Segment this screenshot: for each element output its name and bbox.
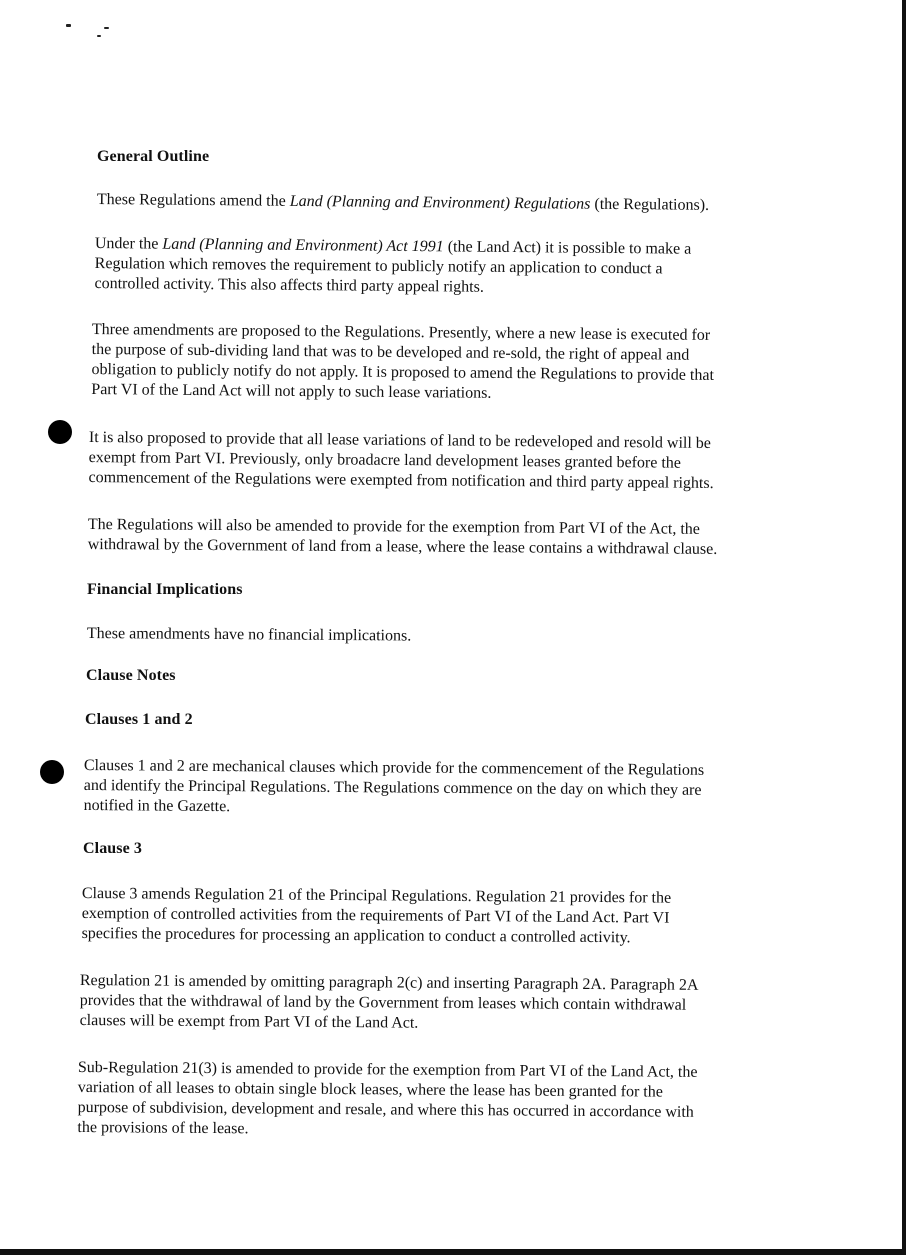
paragraph-financial: These amendments have no financial implications. bbox=[86, 624, 412, 645]
scan-speck bbox=[104, 27, 109, 29]
act-title: Land (Planning and Environment) Act 1991 bbox=[162, 235, 444, 256]
paragraph-sub-regulation-21-3: Sub-Regulation 21(3) is amended to provide for the exemption from Part VI of the Land Act, the variation of all leases to obtain single block leases, where the lease has been granted for the purpose of subdivision, development and resale, and where this has occurred in accordance with the provisions of the lease. bbox=[77, 1059, 698, 1138]
paragraph-three-amendments: Three amendments are proposed to the Regulations. Presently, where a new lease is executed for the purpose of sub-dividing land that was to be developed and re-sold, the right of appeal and obligation to publicly notify do not apply. It is proposed to amend the Regulations to provide that Part VI of the Land Act will not apply to such lease variations. bbox=[91, 320, 715, 402]
paragraph-lease-variations: It is also proposed to provide that all lease variations of land to be redeveloped and resold will be exempt from Part VI. Previously, only broadacre land development leases granted before the commencement of the Regulations were exempted from notification and third party appeal rights. bbox=[88, 428, 714, 492]
heading-financial-implications: Financial Implications bbox=[87, 581, 243, 598]
heading-clause-3: Clause 3 bbox=[83, 840, 143, 857]
paragraph-clauses-1-2: Clauses 1 and 2 are mechanical clauses which provide for the commencement of the Regulations and identify the Principal Regulations. The Regulations commence on the day on which they are notified in the Gazette. bbox=[83, 756, 705, 816]
regulations-title: Land (Planning and Environment) Regulations bbox=[289, 192, 591, 213]
heading-clause-notes: Clause Notes bbox=[86, 667, 176, 684]
scan-edge-bottom bbox=[0, 1249, 906, 1255]
paragraph-land-act: Under the Land (Planning and Environment) Act 1991 (the Land Act) it is possible to make a Regulation which removes the requirement to publicly notify an application to conduct a controlled activity. This also affects third party appeal rights. bbox=[94, 234, 692, 296]
heading-general-outline: General Outline bbox=[97, 148, 210, 165]
scan-speck bbox=[97, 35, 101, 37]
heading-clauses-1-2: Clauses 1 and 2 bbox=[85, 711, 193, 728]
paragraph-regulation-21: Regulation 21 is amended by omitting paragraph 2(c) and inserting Paragraph 2A. Paragraph 2A provides that the withdrawal of land by the Government from leases which contain withdrawal clauses will be exempt from Part VI of the Land Act. bbox=[79, 971, 699, 1032]
paragraph-clause-3-amends: Clause 3 amends Regulation 21 of the Principal Regulations. Regulation 21 provides for the exemption of controlled activities from the requirements of Part VI of the Land Act. Part VI specifies the procedures for processing an application to conduct a controlled activity. bbox=[81, 884, 672, 947]
paragraph-amend-regulations: These Regulations amend the Land (Planning and Environment) Regulations (the Regulations). bbox=[96, 190, 710, 214]
scan-edge-right bbox=[902, 0, 906, 1255]
paragraph-withdrawal-exemption: The Regulations will also be amended to provide for the exemption from Part VI of the Act, the withdrawal by the Government of land from a lease, where the lease contains a withdrawal clause. bbox=[87, 515, 718, 558]
scan-speck bbox=[66, 24, 71, 27]
hole-punch-mark-top bbox=[48, 420, 72, 444]
hole-punch-mark-bottom bbox=[40, 760, 64, 784]
